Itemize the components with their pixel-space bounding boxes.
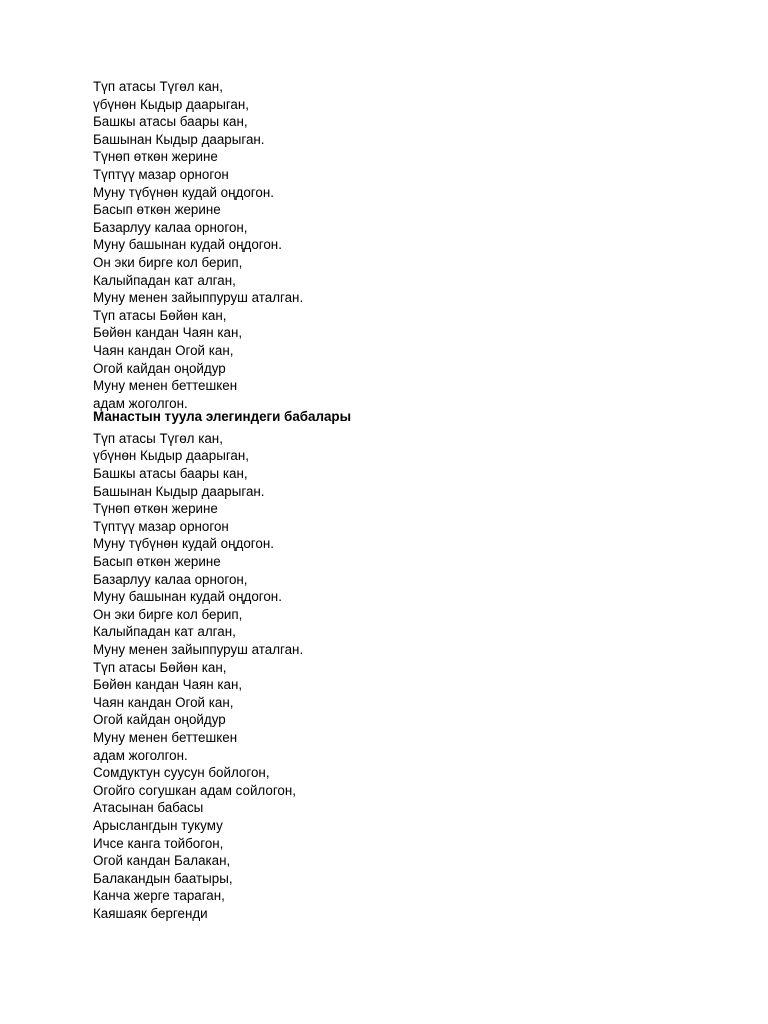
poem-line: Башынан Кыдыр даарыган.: [93, 483, 265, 499]
poem-line: Түнөп өткөн жерине: [93, 149, 218, 165]
poem-line: Басып өткөн жерине: [93, 202, 221, 218]
poem-line: Огойго согушкан адам сойлогон,: [93, 782, 296, 798]
poem-line: Башкы атасы баары кан,: [93, 114, 248, 130]
poem-section-1: [93, 78, 693, 412]
poem-line: Сомдуктун суусун бойлогон,: [93, 765, 270, 781]
poem-line: Атасынан бабасы: [93, 800, 204, 816]
poem-line: Калыйпадан кат алган,: [93, 272, 236, 288]
poem-line: адам жоголгон.: [93, 747, 188, 763]
poem-line: Бөйөн кандан Чаян кан,: [93, 677, 243, 693]
poem-line: Чаян кандан Огой кан,: [93, 342, 234, 358]
poem-line: Муну түбүнөн кудай оңдогон.: [93, 536, 274, 552]
poem-line: Муну менен беттешкен: [93, 729, 238, 745]
poem-line: Ичсе канга тойбогон,: [93, 835, 224, 851]
poem-line: Базарлуу калаа орногон,: [93, 219, 248, 235]
poem-line: Түп атасы Бөйөн кан,: [93, 659, 227, 675]
poem-line: Муну түбүнөн кудай оңдогон.: [93, 184, 274, 200]
poem-line: Түптүү мазар орногон: [93, 166, 229, 182]
poem-line: Муну менен зайыппуруш аталган.: [93, 290, 304, 306]
poem-line: Огой кандан Балакан,: [93, 853, 231, 869]
poem-line: Муну башынан кудай оңдогон.: [93, 237, 282, 253]
poem-line: Муну менен беттешкен: [93, 378, 238, 394]
poem-text: [93, 78, 693, 923]
poem-line: Бөйөн кандан Чаян кан,: [93, 325, 243, 341]
poem-line: Балакандын баатыры,: [93, 870, 233, 886]
section-heading: Манастын туула элегиндеги бабалары: [93, 409, 352, 425]
poem-line: Арыслангдын тукуму: [93, 817, 223, 833]
poem-line: Базарлуу калаа орногон,: [93, 571, 248, 587]
poem-line: Түптүү мазар орногон: [93, 518, 229, 534]
poem-line: Каяшаяк бергенди: [93, 905, 208, 921]
poem-line: Түнөп өткөн жерине: [93, 501, 218, 517]
poem-line: үбүнөн Кыдыр даарыган,: [93, 448, 249, 464]
poem-line: Муну менен зайыппуруш аталган.: [93, 642, 304, 657]
poem-line: Муну башынан кудай оңдогон.: [93, 589, 282, 605]
poem-line: Башкы атасы баары кан,: [93, 466, 248, 482]
poem-line: адам жоголгон.: [93, 395, 188, 411]
poem-line: Түп атасы Түгөл кан,: [93, 79, 223, 94]
poem-line: Огой кайдан оңойдур: [93, 360, 226, 376]
poem-line: Он эки бирге кол берип,: [93, 606, 243, 622]
poem-line: Басып өткөн жерине: [93, 554, 221, 570]
poem-line: Огой кайдан оңойдур: [93, 712, 226, 728]
poem-line: Түп атасы Бөйөн кан,: [93, 307, 227, 323]
poem-section-2: [93, 430, 693, 923]
poem-line: Он эки бирге кол берип,: [93, 254, 243, 270]
poem-line: Канча жерге тараган,: [93, 888, 225, 904]
poem-line: үбүнөн Кыдыр даарыган,: [93, 96, 249, 112]
poem-line: Башынан Кыдыр даарыган.: [93, 131, 265, 147]
poem-line: Түп атасы Түгөл кан,: [93, 430, 223, 446]
poem-line: Чаян кандан Огой кан,: [93, 694, 234, 710]
poem-line: Калыйпадан кат алган,: [93, 624, 236, 640]
